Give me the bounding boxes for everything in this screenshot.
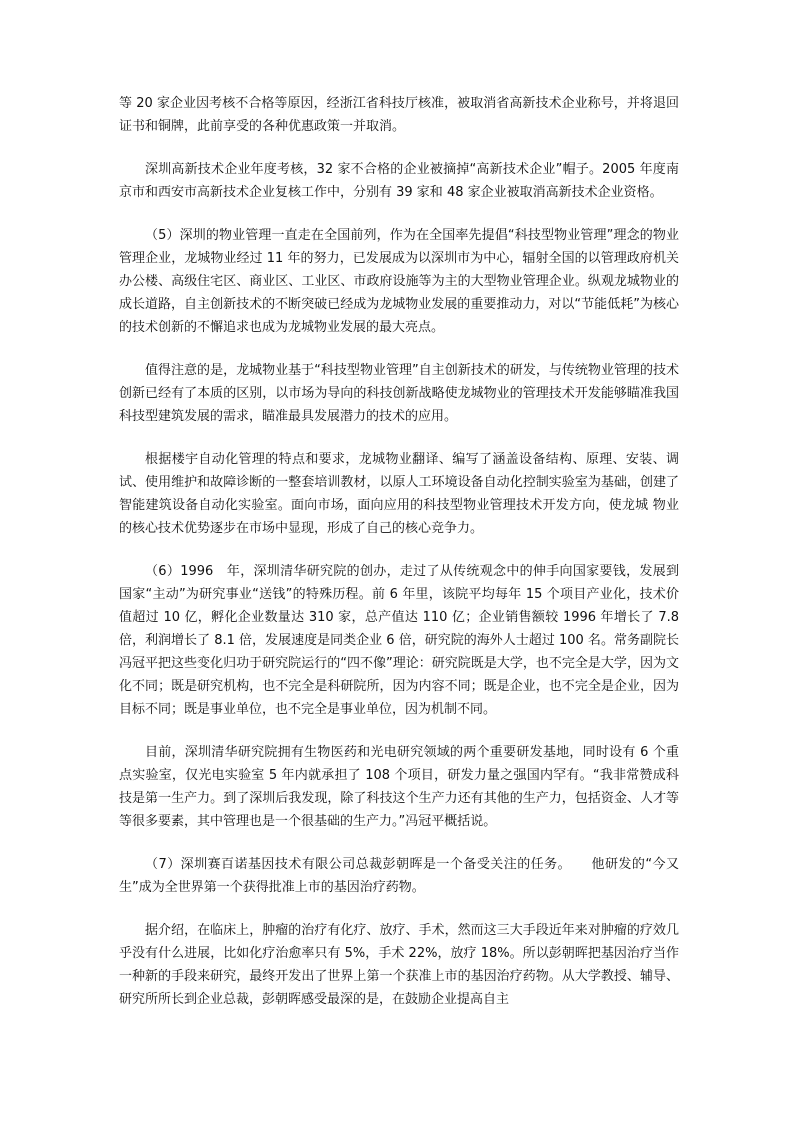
- document-page: [119, 92, 679, 1031]
- paragraph-building-automation: 根据楼宇自动化管理的特点和要求，龙城物业翻译、编写了涵盖设备结构、原理、安装、调试、使用维护和故障诊断的一整套培训教材，以原人工环境设备自动化控制实验室为基础，创建了智能建筑设备自动化实验室。面向市场，面向应用的科技型物业管理技术开发方向，使龙城 物业的核心技术优势逐步在市场中显现，形成了自己的核心竞争力。: [119, 452, 679, 536]
- paragraph-tsinghua-labs: 目前，深圳清华研究院拥有生物医药和光电研究领域的两个重要研发基地，同时设有 6 个重点实验室，仅光电实验室 5 年内就承担了 108 个项目，研发力量之强国内罕有。“我非常赞成科技是第一生产力。到了深圳后我发现，除了科技这个生产力还有其他的生产力，包括资金、人才等等很多要素，其中管理也是一个很基础的生产力。”冯冠平概括说。: [119, 745, 679, 829]
- paragraph-tsinghua-institute: （6）1996 年，深圳清华研究院的创办，走过了从传统观念中的伸手向国家要钱，发展到国家“主动”为研究事业“送钱”的特殊历程。前 6 年里，该院平均每年 15 个项目产业化，技术价值超过 10 亿，孵化企业数量达 310 家，总产值达 110 亿；企业销售额较 1996 年增长了 7.8 倍，利润增长了 8.1 倍，发展速度是同类企业 6 倍，研究院的海外人士超过 100 名。常务副院长冯冠平把这些变化归功于研究院运行的“四不像”理论：研究院既是大学，也不完全是大学，因为文化不同；既是研究机构，也不完全是科研院所，因为内容不同；既是企业，也不完全是企业，因为目标不同；既是事业单位，也不完全是事业单位，因为机制不同。: [119, 564, 679, 717]
- paragraph-continuation: 等 20 家企业因考核不合格等原因，经浙江省科技厅核准，被取消省高新技术企业称号，并将退回证书和铜牌，此前享受的各种优惠政策一并取消。: [119, 96, 679, 134]
- paragraph-gene-therapy: 据介绍，在临床上，肿瘤的治疗有化疗、放疗、手术，然而这三大手段近年来对肿瘤的疗效几乎没有什么进展，比如化疗治愈率只有 5%，手术 22%，放疗 18%。所以彭朝晖把基因治疗当作一种新的手段来研究，最终开发出了世界上第一个获准上市的基因治疗药物。从大学教授、辅导、研究所所长到企业总裁，彭朝晖感受最深的是，在鼓励企业提高自主: [119, 923, 679, 1007]
- paragraph-longcheng-innovation: 值得注意的是，龙城物业基于“科技型物业管理”自主创新技术的研发，与传统物业管理的技术创新已经有了本质的区别，以市场为导向的科技创新战略使龙城物业的管理技术开发能够瞄准我国科技型建筑发展的需求，瞄准最具发展潜力的技术的应用。: [119, 363, 679, 424]
- paragraph-longcheng-property: （5）深圳的物业管理一直走在全国前列，作为在全国率先提倡“科技型物业管理”理念的物业管理企业，龙城物业经过 11 年的努力，已发展成为以深圳市为中心，辐射全国的以管理政府机关办公楼、高级住宅区、商业区、工业区、市政府设施等为主的大型物业管理企业。纵观龙城物业的成长道路，自主创新技术的不断突破已经成为龙城物业发展的重要推动力，对以“节能低耗”为核心的技术创新的不懈追求也成为龙城物业发展的最大亮点。: [119, 228, 679, 335]
- paragraph-shenzhen-hightech-review: 深圳高新技术企业年度考核，32 家不合格的企业被摘掉“高新技术企业”帽子。2005 年度南京市和西安市高新技术企业复核工作中，分别有 39 家和 48 家企业被取消高新技术企业资格。: [119, 162, 679, 200]
- paragraph-sibiono-gene: （7）深圳赛百诺基因技术有限公司总裁彭朝晖是一个备受关注的任务。 他研发的“今又生”成为全世界第一个获得批准上市的基因治疗药物。: [119, 857, 679, 895]
